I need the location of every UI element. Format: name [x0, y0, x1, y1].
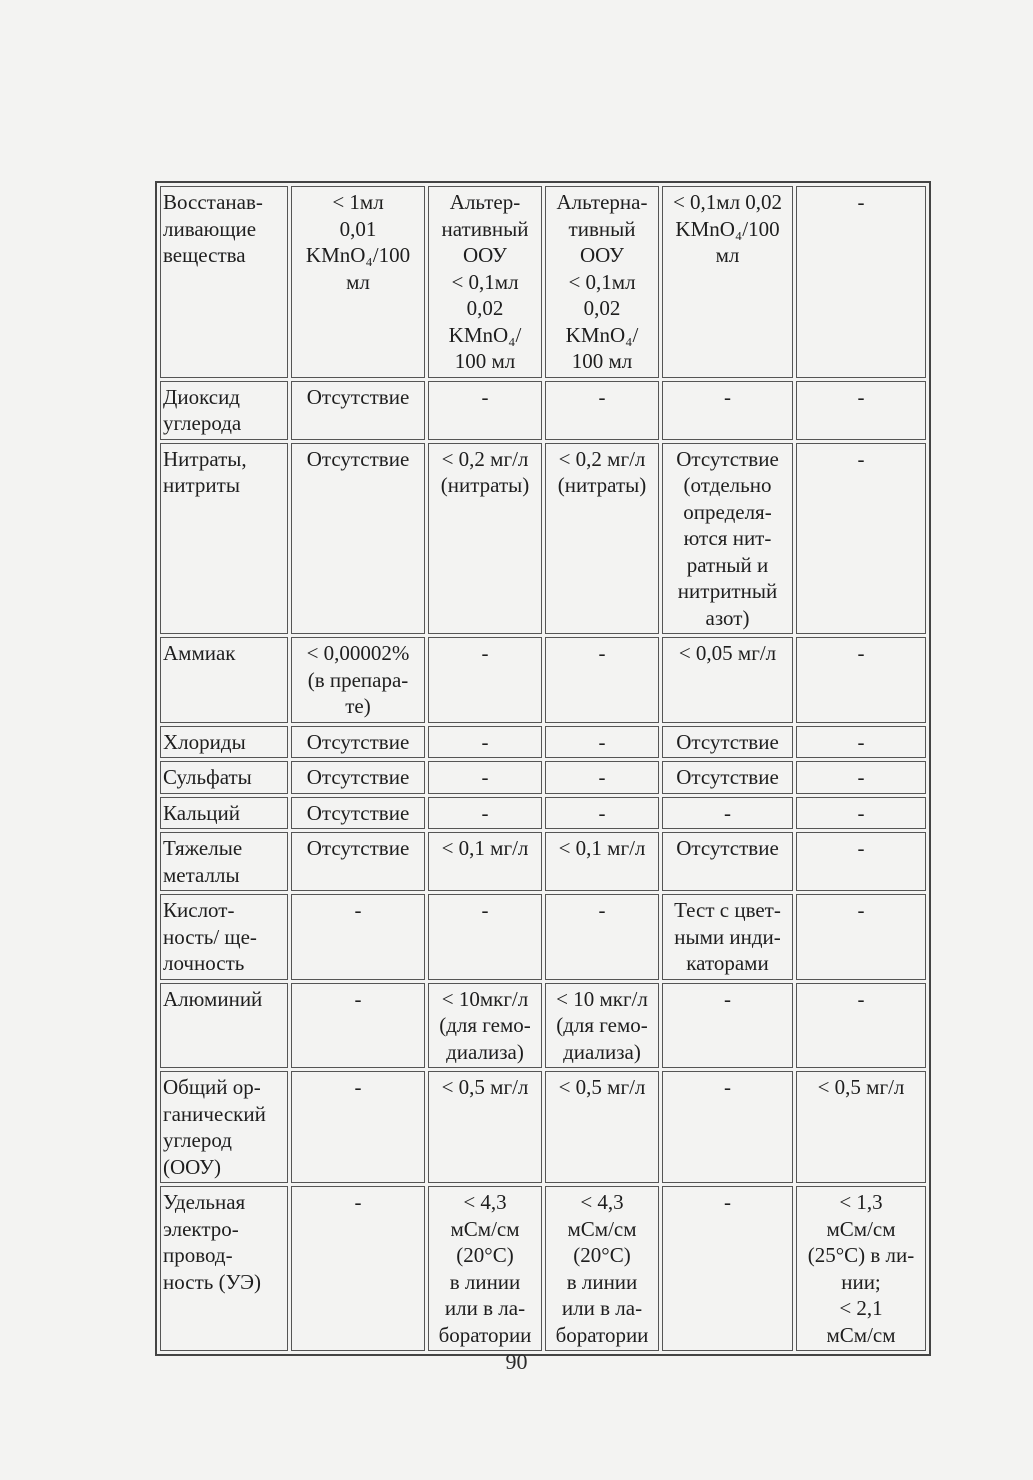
cell-line: < 0,1мл [568, 269, 636, 294]
row-label-line: нитриты [163, 473, 240, 497]
table-cell [796, 761, 926, 794]
cell-line: - [857, 729, 865, 754]
table-cell [428, 1186, 542, 1351]
cell-line: Отсутствие [306, 765, 410, 789]
cell-line: < 10мкг/л [441, 986, 529, 1011]
cell-line: - [857, 190, 865, 214]
cell-line: 0,02 [466, 296, 504, 320]
table-cell [662, 894, 793, 980]
cell-line: KMnO₄/ [565, 322, 639, 347]
table-row [160, 797, 926, 830]
cell-line: - [857, 836, 865, 860]
table-cell [545, 983, 659, 1069]
cell-line: - [857, 800, 865, 825]
cell-line: (25°С) в ли- [807, 1243, 915, 1267]
cell-line: или в ла- [561, 1296, 643, 1320]
cell-line: ООУ [579, 243, 625, 267]
row-label-line: Удельная [163, 1190, 246, 1214]
table-cell [428, 381, 542, 440]
row-label [160, 832, 288, 891]
cell-line: < 0,00002% [306, 641, 410, 665]
table-cell [796, 1071, 926, 1183]
table-cell [428, 894, 542, 980]
cell-line: - [598, 765, 606, 789]
table-cell [545, 1071, 659, 1183]
table-row [160, 726, 926, 759]
cell-line: - [481, 800, 489, 825]
row-label-line: ность/ ще- [163, 924, 257, 949]
cell-line: Отсутствие [306, 446, 410, 471]
row-label-line: Нитраты, [163, 446, 247, 471]
cell-line: < 0,05 мг/л [678, 641, 777, 665]
table-cell [796, 186, 926, 378]
cell-line: Альтерна- [556, 190, 648, 214]
cell-line: в линии [449, 1269, 521, 1294]
table-cell [545, 1186, 659, 1351]
table-cell [428, 983, 542, 1069]
row-label-line: металлы [163, 862, 240, 887]
table-cell [291, 1071, 425, 1183]
cell-line: - [481, 729, 489, 754]
table-cell [662, 443, 793, 635]
cell-line: Отсутствие [676, 836, 779, 860]
cell-line: боратории [555, 1322, 649, 1347]
table-cell [662, 1071, 793, 1183]
cell-line: Отсутствие [306, 384, 410, 409]
table-cell [662, 1186, 793, 1351]
cell-line: ются нит- [683, 526, 772, 550]
row-label [160, 894, 288, 980]
table-cell [796, 983, 926, 1069]
row-label-line: углерод [163, 1128, 232, 1152]
cell-line: - [857, 446, 865, 471]
cell-line: мСм/см [567, 1216, 637, 1241]
cell-line: 0,01 [339, 216, 377, 241]
table-cell [545, 381, 659, 440]
cell-line: ными инди- [674, 924, 781, 949]
cell-line: в линии [566, 1269, 638, 1294]
cell-line: 0,02 [583, 296, 621, 320]
cell-line: < 0,5 мг/л [817, 1075, 905, 1099]
row-label [160, 761, 288, 794]
row-label [160, 381, 288, 440]
table-cell [428, 443, 542, 635]
table-cell [662, 726, 793, 759]
cell-line: - [857, 765, 865, 789]
row-label [160, 983, 288, 1069]
table-cell [545, 832, 659, 891]
cell-line: - [481, 641, 489, 665]
table-row [160, 832, 926, 891]
cell-line: Отсутствие [676, 729, 779, 754]
table-cell [291, 381, 425, 440]
cell-line: KMnO₄/100 [305, 243, 411, 267]
cell-line: - [724, 986, 731, 1011]
cell-line: - [481, 898, 489, 922]
cell-line: - [598, 729, 606, 754]
cell-line: - [481, 384, 489, 409]
row-label-line: Сульфаты [163, 765, 252, 789]
cell-line: - [354, 1075, 362, 1099]
table-cell [291, 761, 425, 794]
table-cell [796, 637, 926, 723]
cell-line: < 0,1 мг/л [441, 836, 529, 860]
cell-line: диализа) [563, 1039, 641, 1064]
cell-line: Отсутствие [306, 836, 410, 860]
row-label-line: Кислот- [163, 898, 235, 922]
table-row [160, 637, 926, 723]
cell-line: (для гемо- [556, 1013, 648, 1037]
table-cell [291, 894, 425, 980]
cell-line: < 0,1 мг/л [558, 836, 646, 860]
requirements-table [155, 181, 931, 1356]
cell-line: - [598, 384, 606, 409]
cell-line: < 0,2 мг/л [558, 446, 646, 471]
table-cell [662, 637, 793, 723]
cell-line: тивный [568, 216, 636, 241]
cell-line: < 0,5 мг/л [558, 1075, 646, 1099]
table-row [160, 1186, 926, 1351]
cell-line: - [481, 765, 489, 789]
row-label-line: Аммиак [163, 641, 236, 665]
cell-line: мСм/см [826, 1216, 896, 1241]
row-label-line: Восстанав- [163, 190, 263, 214]
table-cell [545, 797, 659, 830]
row-label [160, 1186, 288, 1351]
row-label-line: Кальций [163, 800, 241, 825]
cell-line: < 0,2 мг/л [441, 446, 529, 471]
table-cell [428, 832, 542, 891]
row-label-line: Тяжелые [163, 836, 243, 860]
table-cell [662, 381, 793, 440]
cell-line: - [724, 1190, 731, 1214]
cell-line: (20°С) [573, 1243, 631, 1267]
table-cell [291, 726, 425, 759]
cell-line: - [724, 800, 731, 825]
cell-line: - [354, 898, 362, 922]
table-cell [291, 983, 425, 1069]
table-row [160, 381, 926, 440]
table-cell [662, 983, 793, 1069]
row-label-line: ность (УЭ) [163, 1269, 262, 1294]
cell-line: 100 мл [454, 349, 516, 373]
row-label [160, 637, 288, 723]
cell-line: - [857, 898, 865, 922]
row-label-line: ливающие [163, 216, 257, 241]
table-cell [662, 797, 793, 830]
table-cell [291, 832, 425, 891]
table-body [160, 186, 926, 1351]
row-label-line: Общий ор- [163, 1075, 261, 1099]
cell-line: KMnO₄/ [448, 322, 522, 347]
cell-line: Отсутствие [306, 800, 410, 825]
cell-line: < 0,1мл 0,02 [672, 190, 783, 214]
table-row [160, 761, 926, 794]
cell-line: определя- [683, 499, 772, 524]
row-label-line: углерода [163, 411, 242, 435]
cell-line: нативный [441, 216, 529, 241]
cell-line: - [354, 1190, 362, 1214]
table-cell [428, 726, 542, 759]
cell-line: (20°С) [456, 1243, 514, 1267]
cell-line: - [857, 641, 865, 665]
row-label [160, 1071, 288, 1183]
row-label-line: вещества [163, 243, 246, 267]
table-cell [662, 832, 793, 891]
table-cell [796, 443, 926, 635]
row-label-line: Диоксид [163, 384, 240, 409]
cell-line: диализа) [446, 1039, 524, 1064]
row-label-line: провод- [163, 1243, 233, 1267]
cell-line: мл [346, 269, 370, 294]
table-row [160, 443, 926, 635]
table-cell [545, 637, 659, 723]
cell-line: < 4,3 [580, 1190, 624, 1214]
cell-line: - [724, 384, 731, 409]
table-cell [796, 381, 926, 440]
row-label-line: Хлориды [163, 729, 246, 754]
row-label-line: ганический [163, 1101, 266, 1126]
table-cell [545, 761, 659, 794]
cell-line: - [598, 898, 606, 922]
cell-line: мл [715, 243, 740, 267]
cell-line: те) [345, 694, 371, 718]
row-label-line: (ООУ) [163, 1154, 222, 1179]
table-cell [428, 186, 542, 378]
cell-line: (для гемо- [439, 1013, 531, 1037]
cell-line: - [724, 1075, 731, 1099]
table-cell [796, 832, 926, 891]
table-cell [291, 186, 425, 378]
cell-line: боратории [438, 1322, 532, 1347]
cell-line: (отдельно [683, 473, 772, 497]
cell-line: Отсутствие [676, 446, 779, 471]
cell-line: ратный и [686, 552, 769, 577]
table-row [160, 983, 926, 1069]
cell-line: - [598, 641, 606, 665]
row-label [160, 726, 288, 759]
table-cell [291, 1186, 425, 1351]
table-cell [662, 761, 793, 794]
cell-line: мСм/см [826, 1322, 896, 1347]
cell-line: < 0,1мл [451, 269, 519, 294]
cell-line: < 2,1 [839, 1296, 883, 1320]
table-cell [796, 894, 926, 980]
table-cell [428, 761, 542, 794]
row-label-line: электро- [163, 1216, 239, 1241]
cell-line: 100 мл [571, 349, 633, 373]
table-row [160, 894, 926, 980]
table-cell [545, 894, 659, 980]
row-label-line: Алюминий [163, 986, 263, 1011]
row-label [160, 186, 288, 378]
cell-line: < 1,3 [839, 1190, 883, 1214]
table-cell [662, 186, 793, 378]
table-cell [291, 637, 425, 723]
table-cell [796, 797, 926, 830]
cell-line: Отсутствие [306, 729, 410, 754]
cell-line: (в препара- [307, 667, 409, 692]
page-number: 90 [505, 1349, 528, 1374]
cell-line: азот) [705, 605, 750, 630]
cell-line: нитритный [677, 579, 778, 603]
cell-line: KMnO₄/100 [675, 216, 780, 241]
cell-line: (нитраты) [557, 473, 647, 497]
cell-line: (нитраты) [440, 473, 530, 497]
cell-line: < 0,5 мг/л [441, 1075, 529, 1099]
cell-line: < 1мл [332, 190, 384, 214]
table-cell [428, 637, 542, 723]
row-label-line: лочность [163, 951, 245, 975]
cell-line: Альтер- [449, 190, 521, 214]
cell-line: - [598, 800, 606, 825]
cell-line: < 10 мкг/л [556, 986, 648, 1011]
cell-line: каторами [686, 951, 769, 975]
table-row [160, 1071, 926, 1183]
cell-line: - [857, 384, 865, 409]
table-cell [796, 1186, 926, 1351]
cell-line: Отсутствие [676, 765, 779, 789]
row-label [160, 797, 288, 830]
cell-line: нии; [841, 1269, 881, 1294]
table-cell [291, 443, 425, 635]
table-cell [545, 443, 659, 635]
table-cell [428, 1071, 542, 1183]
table-cell [796, 726, 926, 759]
cell-line: или в ла- [444, 1296, 526, 1320]
table-cell [545, 186, 659, 378]
cell-line: - [857, 986, 865, 1011]
cell-line: ООУ [462, 243, 508, 267]
table-cell [291, 797, 425, 830]
cell-line: - [354, 986, 362, 1011]
table-cell [545, 726, 659, 759]
table-row [160, 186, 926, 378]
table-cell [428, 797, 542, 830]
row-label [160, 443, 288, 635]
cell-line: Тест с цвет- [674, 898, 781, 922]
cell-line: мСм/см [450, 1216, 520, 1241]
cell-line: < 4,3 [463, 1190, 507, 1214]
